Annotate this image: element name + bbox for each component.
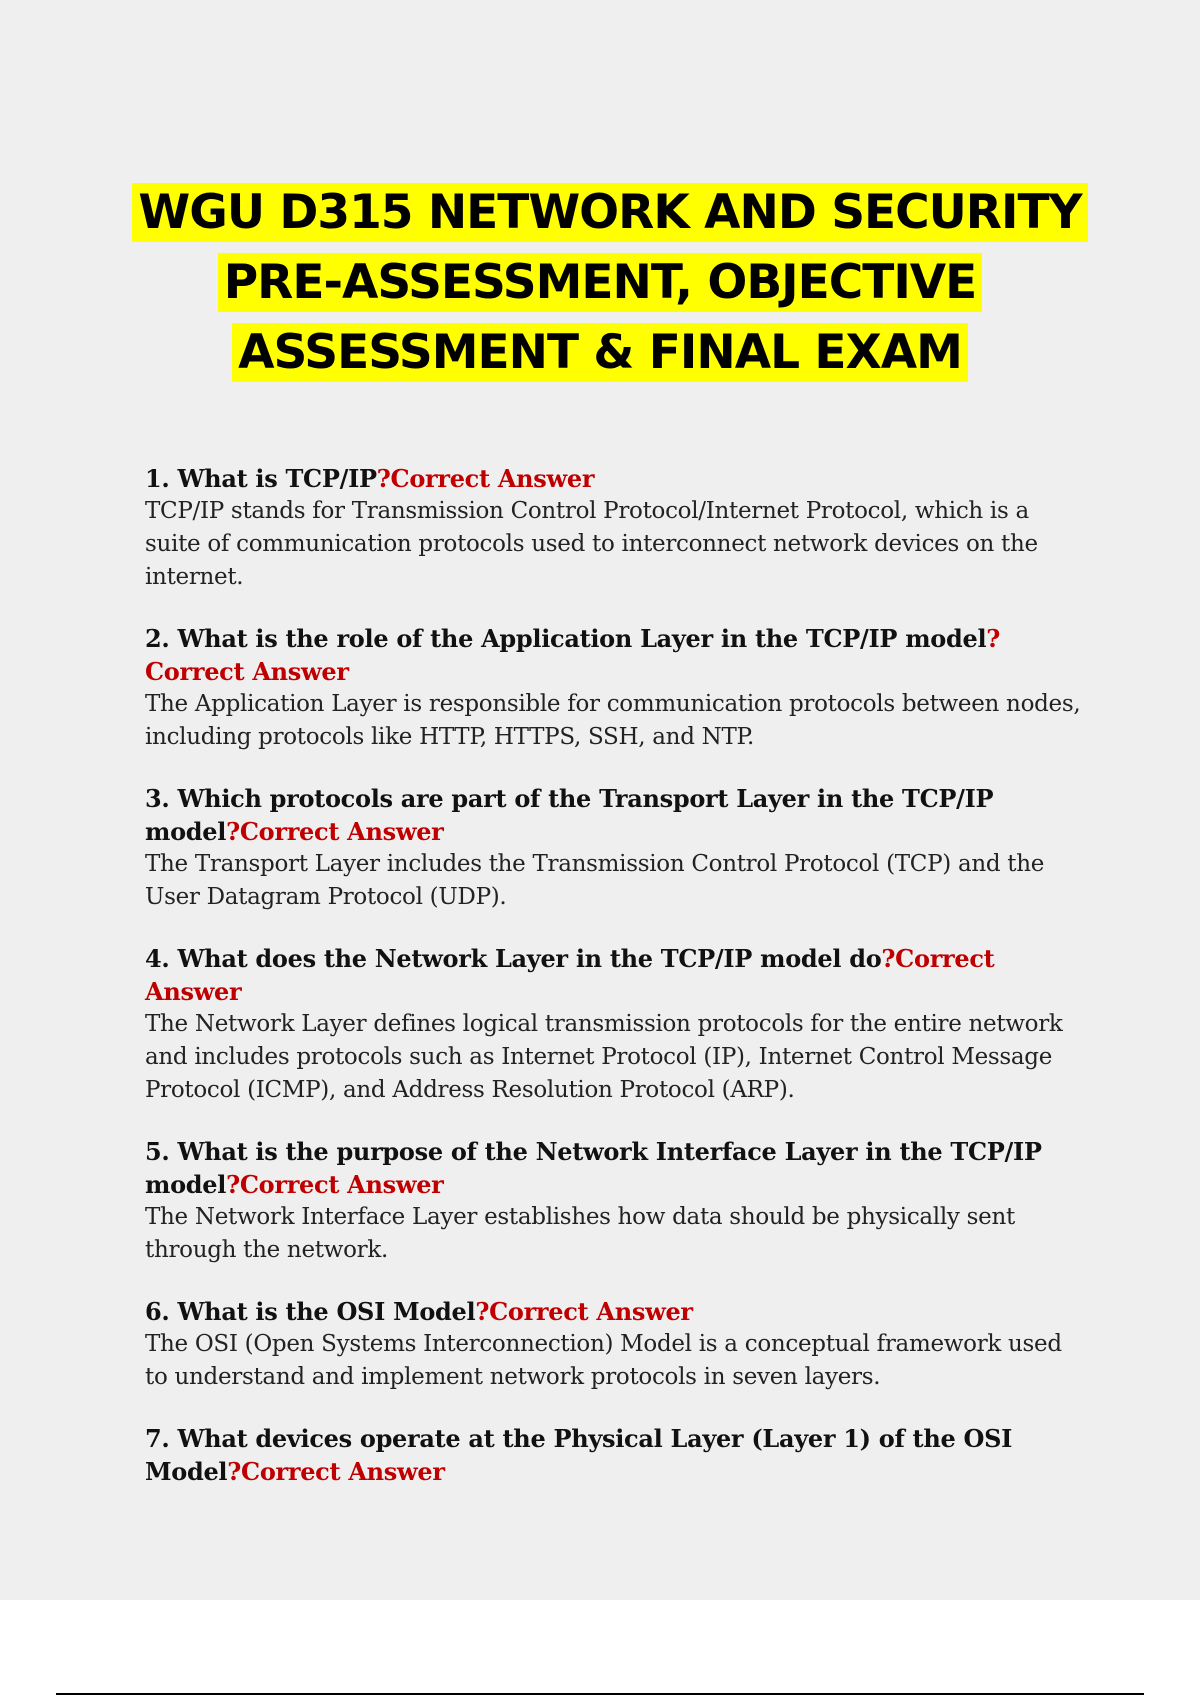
qa-item-7 [145, 1422, 1085, 1488]
correct-answer-tag: ?Correct Answer [475, 1297, 693, 1326]
title-line-1-text: WGU D315 NETWORK AND SECURITY [132, 183, 1087, 242]
answer-4: The Network Layer defines logical transmission protocols for the entire network and includes protocols such as Internet Protocol (IP), Internet Control Message Protocol (ICMP), and Address Resolution Protocol (ARP). [145, 1011, 1063, 1103]
document-title [0, 178, 1200, 388]
qa-item-5 [145, 1135, 1085, 1267]
question-1 [145, 462, 1085, 495]
qa-item-2 [145, 622, 1085, 754]
footer-divider [56, 1693, 1144, 1695]
title-line-3 [0, 318, 1200, 388]
question-4-text: 4. What does the Network Layer in the TCP/IP model do [145, 944, 882, 973]
qa-list [145, 462, 1085, 1516]
title-line-3-text: ASSESSMENT & FINAL EXAM [232, 323, 968, 382]
question-1-text: 1. What is TCP/IP [145, 464, 377, 493]
question-6 [145, 1295, 1085, 1328]
correct-answer-tag: ?Correct Answer [226, 817, 444, 846]
question-5 [145, 1135, 1085, 1201]
answer-1: TCP/IP stands for Transmission Control Protocol/Internet Protocol, which is a suite of communication protocols used to interconnect network devices on the internet. [145, 498, 1038, 590]
answer-6: The OSI (Open Systems Interconnection) Model is a conceptual framework used to understand and implement network protocols in seven layers. [145, 1331, 1062, 1390]
correct-answer-tag: ?Correct Answer [227, 1457, 445, 1486]
question-2-text: 2. What is the role of the Application Layer in the TCP/IP model [145, 624, 987, 653]
correct-answer-tag: ?Correct Answer [376, 464, 595, 493]
answer-3: The Transport Layer includes the Transmission Control Protocol (TCP) and the User Datagram Protocol (UDP). [145, 851, 1045, 910]
question-7-text: 7. What devices operate at the Physical Layer (Layer 1) of the OSI Model [145, 1424, 1013, 1486]
qa-item-6 [145, 1295, 1085, 1394]
title-line-1 [0, 178, 1200, 248]
correct-answer-tag: ?Correct Answer [226, 1170, 444, 1199]
question-3 [145, 782, 1085, 848]
answer-2: The Application Layer is responsible for communication protocols between nodes, including protocols like HTTP, HTTPS, SSH, and NTP. [145, 691, 1081, 750]
qa-item-1 [145, 462, 1085, 594]
question-4 [145, 942, 1085, 1008]
question-7 [145, 1422, 1085, 1488]
question-5-text: 5. What is the purpose of the Network Interface Layer in the TCP/IP model [145, 1137, 1042, 1199]
correct-answer-tag: ?Correct Answer [145, 624, 1001, 686]
title-line-2 [0, 248, 1200, 318]
qa-item-3 [145, 782, 1085, 914]
title-line-2-text: PRE-ASSESSMENT, OBJECTIVE [218, 253, 983, 312]
question-3-text: 3. Which protocols are part of the Transport Layer in the TCP/IP model [145, 784, 994, 846]
question-6-text: 6. What is the OSI Model [145, 1297, 476, 1326]
qa-item-4 [145, 942, 1085, 1107]
correct-answer-tag: ?Correct Answer [145, 944, 995, 1006]
question-2 [145, 622, 1085, 688]
answer-5: The Network Interface Layer establishes how data should be physically sent through the network. [145, 1204, 1015, 1263]
